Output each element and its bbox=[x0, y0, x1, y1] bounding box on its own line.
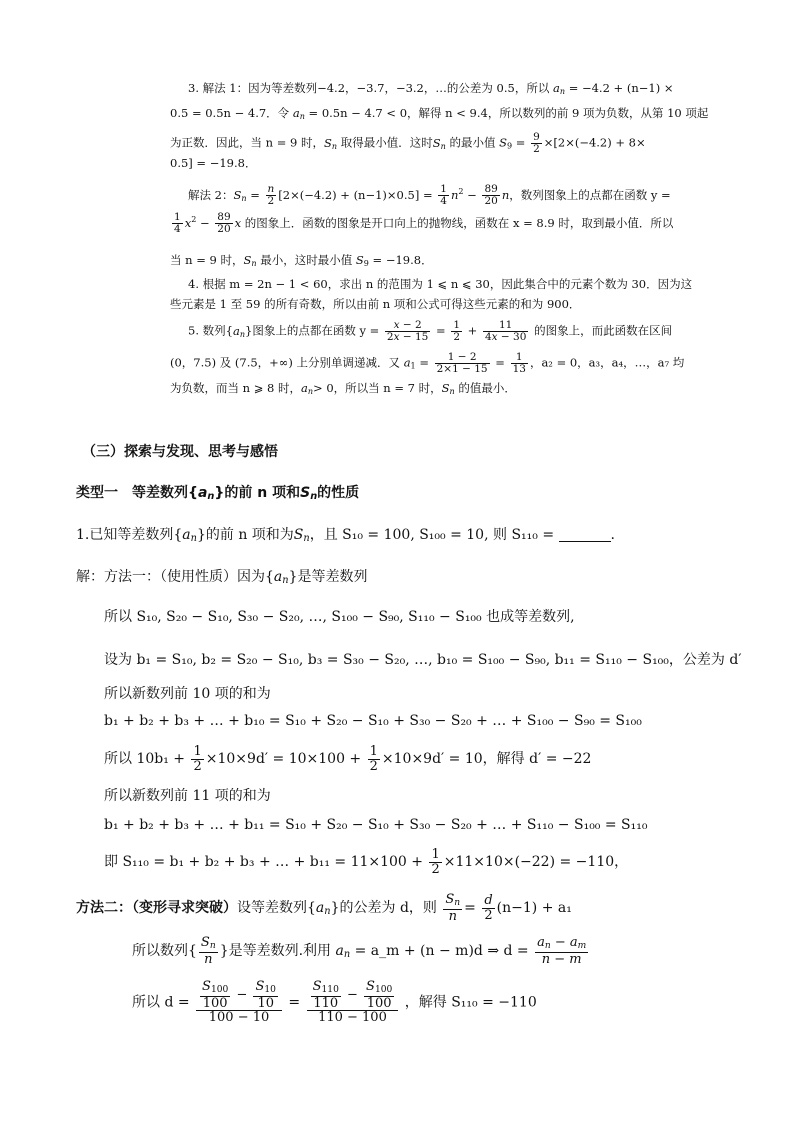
solution-line-8: 即 S₁₁₀ = b₁ + b₂ + b₃ + … + b₁₁ = 11×100 + $\frac{1}{2}$ ×11×10×(−22) = −110， bbox=[104, 847, 629, 877]
solution-method2-line2: 所以数列{ $\frac{S_n}{n}$ }是等差数列.利用 $a_n$ = a_m + (n − m)d ⇒ d = $\frac{a_n - a_m}{n - m}$ bbox=[132, 935, 587, 967]
p3-line3: 为正数．因此，当 n = 9 时，$S_n$ 取得最小值．这时$S_n$ 的最小值 $S_9$ = $\frac{9}{2}$ ×[2×(−4.2) + 8× bbox=[170, 131, 646, 156]
p3-alt-line3: 当 n = 9 时，$S_n$ 最小，这时最小值 $S_9 = -19.8$． bbox=[170, 253, 433, 268]
p4-line1: 4. 根据 m = 2n − 1 < 60，求出 n 的范围为 1 ⩽ n ⩽ 30，因此集合中的元素个数为 30．因为这 bbox=[188, 277, 693, 291]
p3-line2: 0.5 = 0.5n − 4.7．令 $a_n = 0.5n - 4.7 < 0$，解得 n < 9.4，所以数列的前 9 项为负数，从第 10 项起 bbox=[170, 106, 709, 121]
section-title: （三）探索与发现、思考与感悟 bbox=[82, 444, 278, 460]
solution-line-5: 所以 10b₁ + $\frac{1}{2}$ ×10×9d′ = 10×100 + $\frac{1}{2}$ ×10×9d′ = 10，解得 d′ = −22 bbox=[104, 744, 592, 774]
p3-line1: 3. 解法 1：因为等差数列−4.2，−3.7，−3.2，…的公差为 0.5，所以 $a_n = -4.2 + (n-1)$ × bbox=[188, 81, 674, 96]
solution-line-1: 所以 S₁₀, S₂₀ − S₁₀, S₃₀ − S₂₀, …, S₁₀₀ − S₉₀, S₁₁₀ − S₁₀₀ 也成等差数列, bbox=[104, 609, 575, 625]
solution-line-6: 所以新数列前 11 项的和为 bbox=[104, 788, 271, 804]
solution-method2-line1: 方法二：（变形寻求突破）设等差数列$\{a_n\}$的公差为 d，则 $\frac{S_n}{n}$ = $\frac{d}{2}$ (n−1) + a₁ bbox=[76, 892, 572, 924]
solution-line-2: 设为 b₁ = S₁₀, b₂ = S₂₀ − S₁₀, b₃ = S₃₀ − S₂₀, …, b₁₀ = S₁₀₀ − S₉₀, b₁₁ = S₁₁₀ − S₁₀₀，公差为 d′ bbox=[104, 652, 742, 668]
solution-line-7: b₁ + b₂ + b₃ + … + b₁₁ = S₁₀ + S₂₀ − S₁₀ + S₃₀ − S₂₀ + … + S₁₁₀ − S₁₀₀ = S₁₁₀ bbox=[104, 817, 648, 833]
solution-method1-intro: 解：方法一：（使用性质）因为$\{a_n\}$是等差数列 bbox=[76, 569, 368, 586]
p5-line1: 5. 数列$\{a_n\}$图象上的点都在函数 y = $\frac{x - 2}{2x - 15}$ = $\frac{1}{2}$ + $\frac{11}{4x - 30}$ 的图象上，而此函数在区间 bbox=[188, 319, 673, 344]
p3-alt-line2: $\frac{1}{4}$ $x^2$ − $\frac{89}{20}$ x 的图象上．函数的图象是开口向上的抛物线，函数在 x = 8.9 时，取到最小值．所以 bbox=[174, 211, 674, 236]
type-heading: 类型一 等差数列$\{a_n\}$的前 n 项和$S_n$的性质 bbox=[76, 485, 360, 502]
solution-line-3: 所以新数列前 10 项的和为 bbox=[104, 686, 271, 702]
p3-line4: 0.5] = −19.8． bbox=[170, 156, 257, 170]
solution-method2-line3: 所以 d = $\frac{S_{100}}{100}$ − $\frac{S_{10}}{10}$ 100 − 10 = $\frac{S_{110}}{110}$ − $\frac{S_{100}}{100}$ 110 − 100 ，解得 S₁₁₀ = −110 bbox=[132, 979, 537, 1026]
p3-alt-line1: 解法 2：$S_n$ = $\frac{n}{2}$ [2×(−4.2) + (n−1)×0.5] = $\frac{1}{4}$ $n^2$ − $\frac{89}{20}$ n，数列图象上的点都在函数 y = bbox=[188, 183, 671, 208]
p5-line3: 为负数，而当 n ⩾ 8 时，$a_n> 0$，所以当 n = 7 时，$S_n$ 的值最小． bbox=[170, 381, 516, 396]
answer-blank bbox=[559, 527, 611, 542]
question-1: 1.已知等差数列$\{a_n\}$的前 n 项和为$S_n$，且 S₁₀ = 100, S₁₀₀ = 10, 则 S₁₁₀ = . bbox=[76, 527, 615, 544]
p4-line2: 些元素是 1 至 59 的所有奇数，所以由前 n 项和公式可得这些元素的和为 900． bbox=[170, 297, 581, 311]
solution-line-4: b₁ + b₂ + b₃ + … + b₁₀ = S₁₀ + S₂₀ − S₁₀ + S₃₀ − S₂₀ + … + S₁₀₀ − S₉₀ = S₁₀₀ bbox=[104, 713, 642, 729]
p5-line2: (0，7.5) 及 (7.5，+∞) 上分别单调递减．又 $a_1$ = $\frac{1 - 2}{2\times 1 - 15}$ = $\frac{1}{13}$ ，a₂ = 0，a₃，a₄，…，a₇ 均 bbox=[170, 351, 685, 376]
